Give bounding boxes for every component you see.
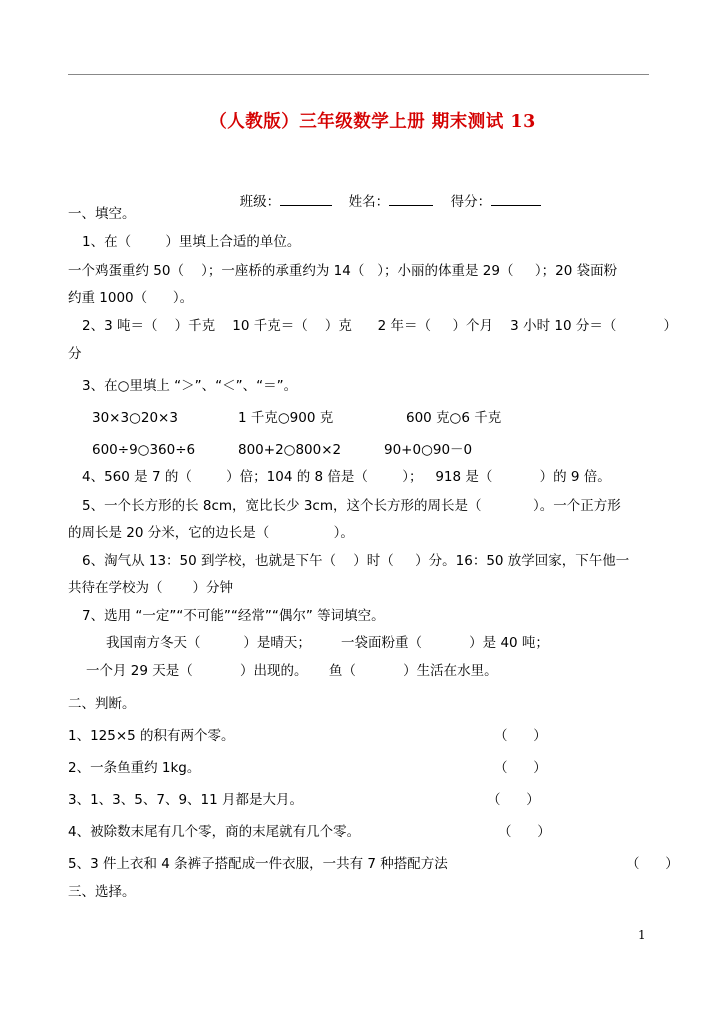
question-3: 3、在○里填上 “＞”、“＜”、“＝”。 <box>82 378 298 394</box>
compare-item: 1 千克○900 克 <box>238 410 334 426</box>
judge-item-answer[interactable]: （ ） <box>487 792 540 808</box>
question-5-line-2: 的周长是 20 分米，它的边长是（ ）。 <box>68 525 354 541</box>
section-heading-choice: 三、选择。 <box>68 884 136 900</box>
page-number: 1 <box>638 928 646 942</box>
judge-item-text: 3、1、3、5、7、9、11 月都是大月。 <box>68 792 304 808</box>
compare-item: 30×3○20×3 <box>92 410 178 426</box>
judge-item-text: 1、125×5 的积有两个零。 <box>68 728 235 744</box>
question-7-line-2: 一个月 29 天是（ ）出现的。 鱼（ ）生活在水里。 <box>86 663 498 679</box>
name-blank[interactable] <box>389 191 433 206</box>
question-7-line-1: 我国南方冬天（ ）是晴天； 一袋面粉重（ ）是 40 吨； <box>106 635 549 651</box>
judge-item-text: 2、一条鱼重约 1kg。 <box>68 760 201 776</box>
class-label: 班级： <box>239 194 281 210</box>
page-title <box>0 108 717 133</box>
score-blank[interactable] <box>491 191 541 206</box>
question-1: 1、在（ ）里填上合适的单位。 <box>82 234 301 250</box>
judge-item-answer[interactable]: （ ） <box>626 856 679 872</box>
score-label: 得分： <box>450 194 492 210</box>
judge-item-text: 4、被除数末尾有几个零，商的末尾就有几个零。 <box>68 824 361 840</box>
question-1-line-1: 一个鸡蛋重约 50（ ）；一座桥的承重约为 14（ ）；小丽的体重是 29（ ）；20 袋面粉 <box>68 263 618 279</box>
score-field <box>442 171 541 212</box>
name-field <box>340 171 433 212</box>
question-7: 7、选用 “一定”“不可能”“经常”“偶尔” 等词填空。 <box>82 608 385 624</box>
question-4: 4、560 是 7 的（ ）倍；104 的 8 倍是（ ）； 918 是（ ）的 9 倍。 <box>82 469 611 485</box>
question-6-line-1: 6、淘气从 13：50 到学校，也就是下午（ ）时（ ）分。16：50 放学回家，下午他一 <box>82 553 630 569</box>
question-1-line-2: 约重 1000（ ）。 <box>68 290 194 306</box>
question-2-line-1: 2、3 吨＝（ ）千克 10 千克＝（ ）克 2 年＝（ ）个月 3 小时 10 分＝（ ） <box>82 318 678 334</box>
judge-item-answer[interactable]: （ ） <box>494 760 547 776</box>
section-heading-fill: 一、填空。 <box>68 206 136 222</box>
question-2-line-2: 分 <box>68 346 82 362</box>
class-blank[interactable] <box>280 191 332 206</box>
page-title-text: （人教版）三年级数学上册 期末测试 13 <box>209 112 536 132</box>
compare-item: 800+2○800×2 <box>238 442 342 458</box>
question-5-line-1: 5、一个长方形的长 8cm，宽比长少 3cm，这个长方形的周长是（ ）。一个正方形 <box>82 498 621 514</box>
name-label: 姓名： <box>348 194 390 210</box>
judge-item-answer[interactable]: （ ） <box>498 824 551 840</box>
compare-item: 90+0○90－0 <box>384 442 473 458</box>
compare-item: 600÷9○360÷6 <box>92 442 196 458</box>
judge-item-answer[interactable]: （ ） <box>494 728 547 744</box>
class-field <box>231 171 332 212</box>
judge-item-text: 5、3 件上衣和 4 条裤子搭配成一件衣服，一共有 7 种搭配方法 <box>68 856 448 872</box>
question-6-line-2: 共待在学校为（ ）分钟 <box>68 580 234 596</box>
section-heading-judge: 二、判断。 <box>68 696 136 712</box>
compare-item: 600 克○6 千克 <box>406 410 502 426</box>
header-rule <box>68 74 649 75</box>
